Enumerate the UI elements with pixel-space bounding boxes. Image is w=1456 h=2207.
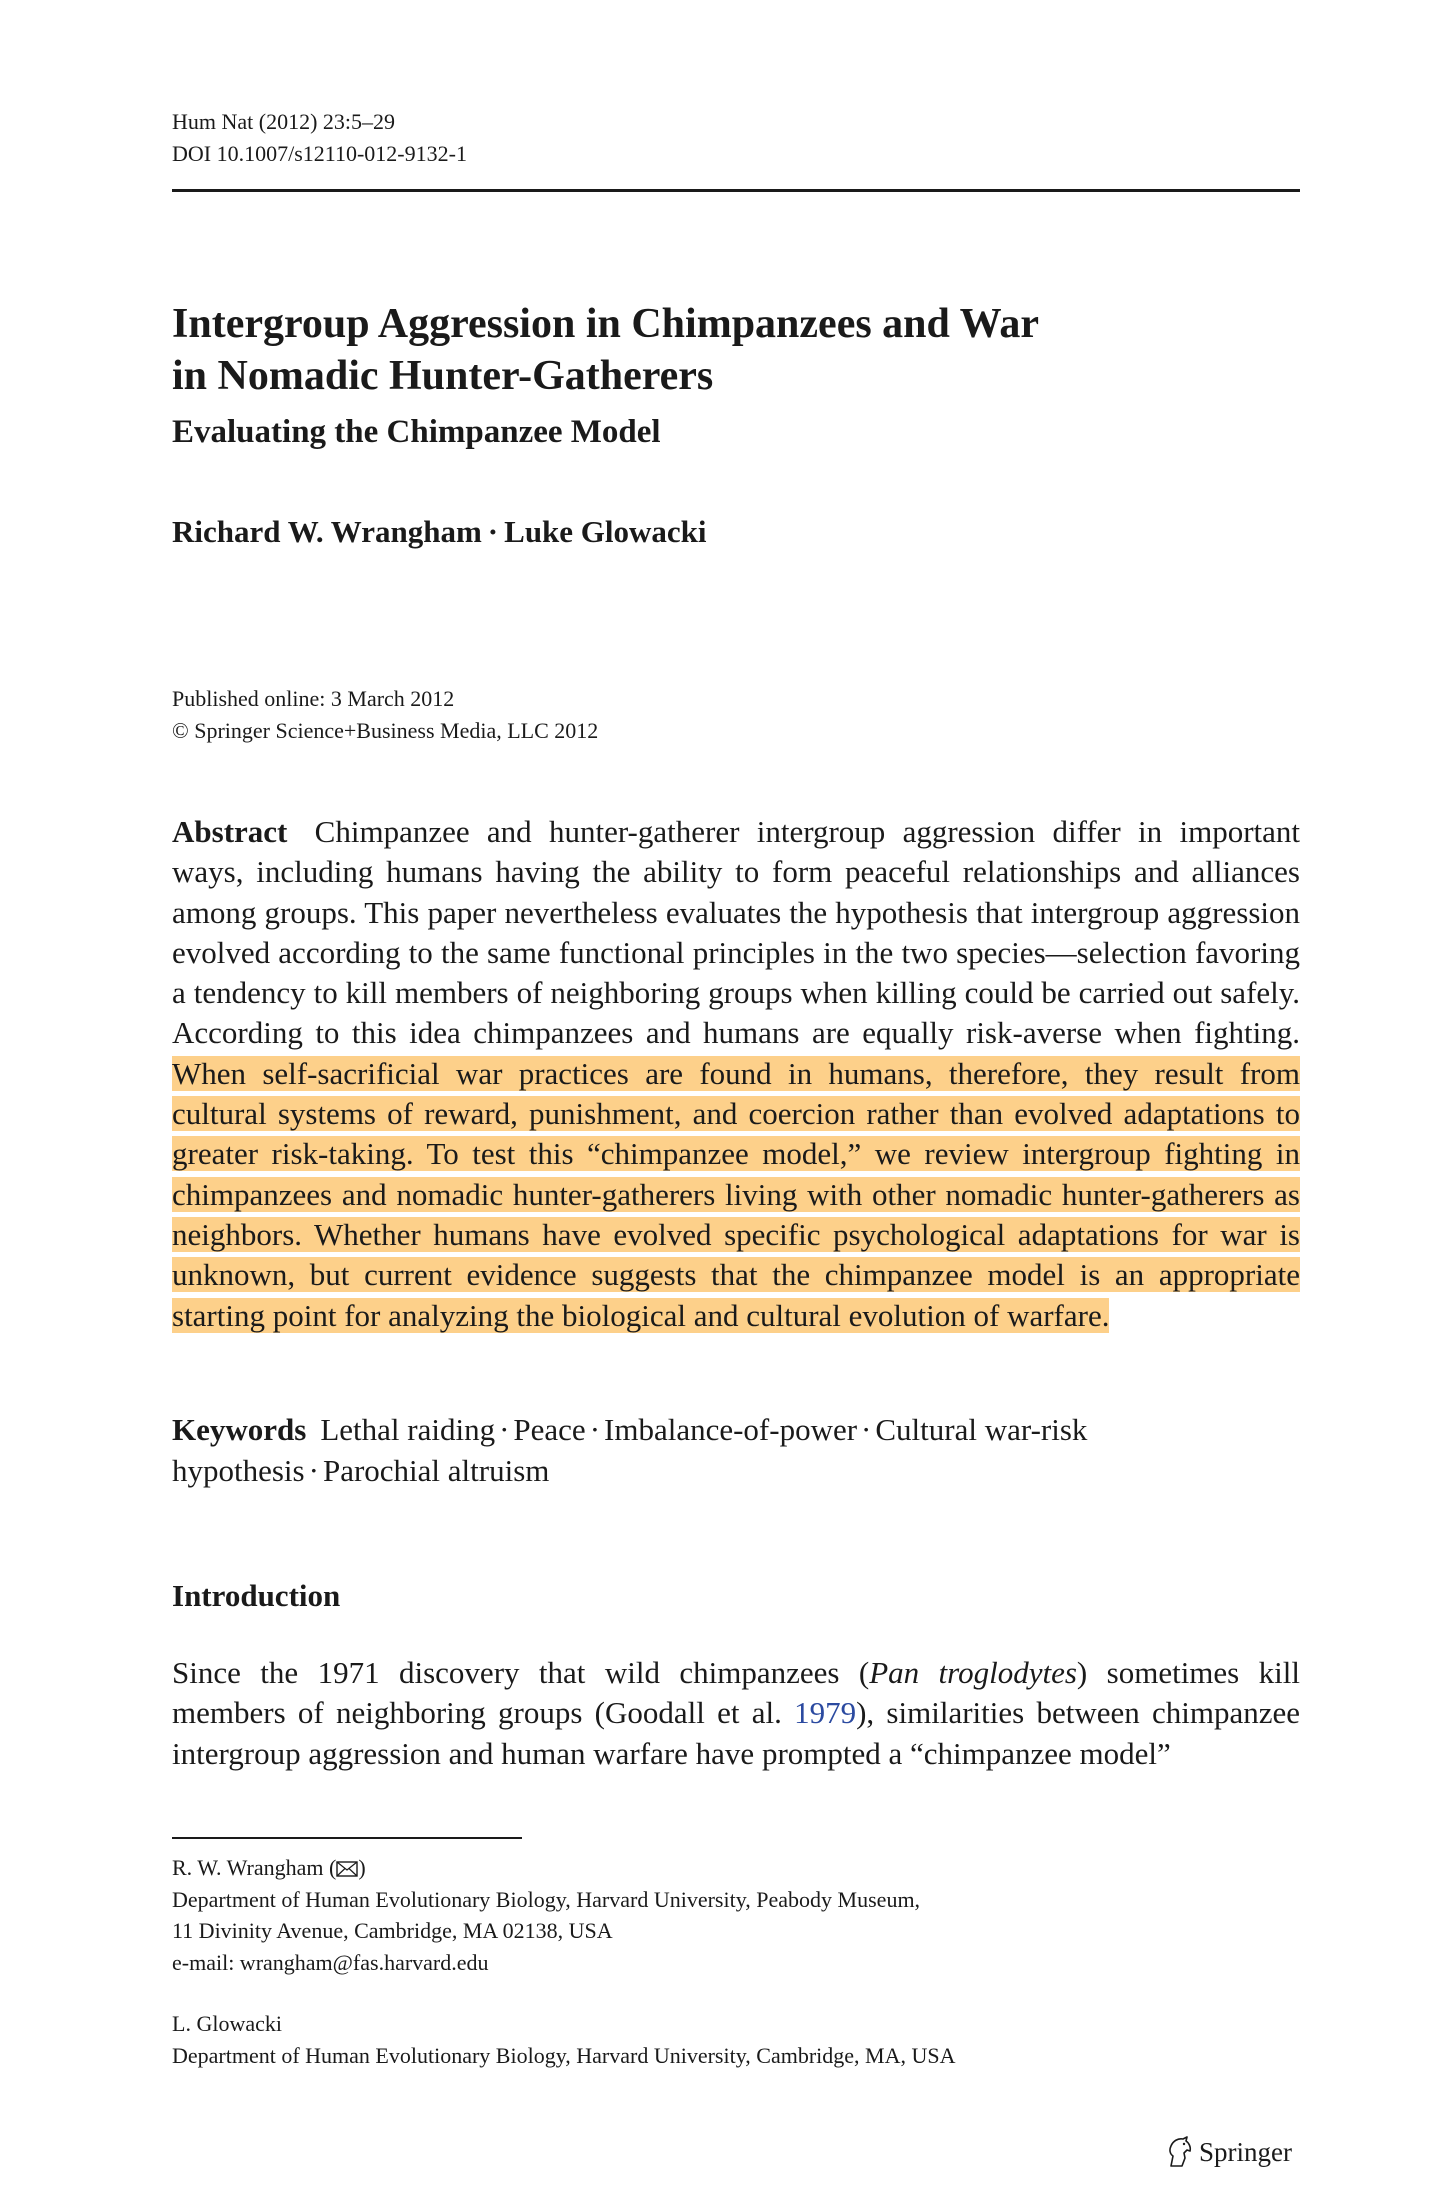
abstract-text: Chimpanzee and hunter-gatherer intergroup aggression differ in important ways, including humans having the ability to form peaceful relationships and alliances among groups. This paper nevertheless evaluates the hypothesis that intergroup aggression evolved according to the same functional principles in the two species—selection favoring a tendency to kill members of neighboring groups when killing could be carried out safely. According to this idea chimpanzees and humans are equally risk-averse when fighting. [172, 814, 1301, 1051]
author-1-affiliation-1: Department of Human Evolutionary Biology, Harvard University, Peabody Museum, [172, 1886, 921, 1912]
keyword-separator: · [308, 1452, 319, 1488]
header-rule [172, 189, 1300, 192]
citation-link[interactable]: 1979 [794, 1695, 857, 1731]
keyword: Peace [513, 1412, 586, 1447]
springer-horse-icon [1165, 2136, 1193, 2168]
keyword: Parochial altruism [322, 1452, 550, 1488]
keywords-label: Keywords [172, 1412, 307, 1447]
keyword: Lethal raiding [320, 1412, 496, 1447]
abstract [172, 812, 1300, 1336]
title-line-1: Intergroup Aggression in Chimpanzees and War [172, 301, 1039, 347]
copyright: © Springer Science+Business Media, LLC 2012 [172, 718, 599, 743]
envelope-icon [336, 1854, 358, 1870]
author-list [172, 510, 1300, 554]
species-name: Pan troglodytes [869, 1655, 1077, 1690]
publication-info [172, 683, 1300, 747]
published-date: Published online: 3 March 2012 [172, 686, 455, 711]
journal-header [172, 106, 1300, 170]
footnote-rule [172, 1837, 522, 1839]
doi: DOI 10.1007/s12110-012-9132-1 [172, 141, 467, 166]
keyword: Cultural war-risk hypothesis [172, 1412, 1088, 1488]
author-1: Richard W. Wrangham [172, 514, 482, 549]
author-1-affiliation-2: 11 Divinity Avenue, Cambridge, MA 02138, USA [172, 1918, 613, 1943]
keyword-separator: · [589, 1412, 601, 1447]
author-2-name: L. Glowacki [172, 2011, 282, 2036]
section-heading-introduction: Introduction [172, 1578, 341, 1613]
abstract-label: Abstract [172, 814, 288, 849]
keyword-separator: · [499, 1412, 510, 1447]
title-line-2: in Nomadic Hunter-Gatherers [172, 353, 714, 399]
keyword-separator: · [861, 1412, 872, 1447]
intro-text: ), similarities between chimpanzee intergroup aggression and human warfare have prompted a “chimpanzee model” [172, 1695, 1300, 1771]
keywords [172, 1410, 1300, 1491]
author-1-name-close: ) [358, 1855, 366, 1880]
paper-title [172, 298, 1300, 402]
author-1-name-line [172, 1852, 1300, 1884]
publisher-name: Springer [1199, 2137, 1292, 2167]
author-separator: · [487, 514, 499, 549]
footnote-author-2 [172, 2008, 1300, 2071]
footnote-author-1 [172, 1852, 1300, 1978]
introduction-paragraph [172, 1653, 1300, 1774]
publisher-logo [1165, 2135, 1292, 2169]
keyword: Imbalance-of-power [604, 1412, 858, 1447]
paper-subtitle: Evaluating the Chimpanzee Model [172, 414, 661, 450]
intro-text: Since the 1971 discovery that wild chimpanzees ( [172, 1655, 870, 1690]
intro-text: ) sometimes kill members of neighboring groups (Goodall et al. [172, 1655, 1300, 1731]
author-1-name: R. W. Wrangham ( [172, 1855, 337, 1880]
abstract-highlight: When self-sacrificial war practices are found in humans, therefore, they result from cultural systems of reward, punishment, and coercion rather than evolved adaptations to greater risk-taking. To test this “chimpanzee model,” we review intergroup fighting in chimpanzees and nomadic hunter-gatherers living with other nomadic hunter-gatherers as neighbors. Whether humans have evolved specific psychological adaptations for war is unknown, but current evidence suggests that the chimpanzee model is an appropriate starting point for analyzing the biological and cultural evolution of warfare. [172, 1055, 1300, 1333]
author-2-affiliation: Department of Human Evolutionary Biology, Harvard University, Cambridge, MA, USA [172, 2042, 956, 2068]
author-2: Luke Glowacki [504, 514, 707, 549]
author-1-email[interactable]: e-mail: wrangham@fas.harvard.edu [172, 1949, 489, 1975]
journal-citation: Hum Nat (2012) 23:5–29 [172, 109, 396, 134]
